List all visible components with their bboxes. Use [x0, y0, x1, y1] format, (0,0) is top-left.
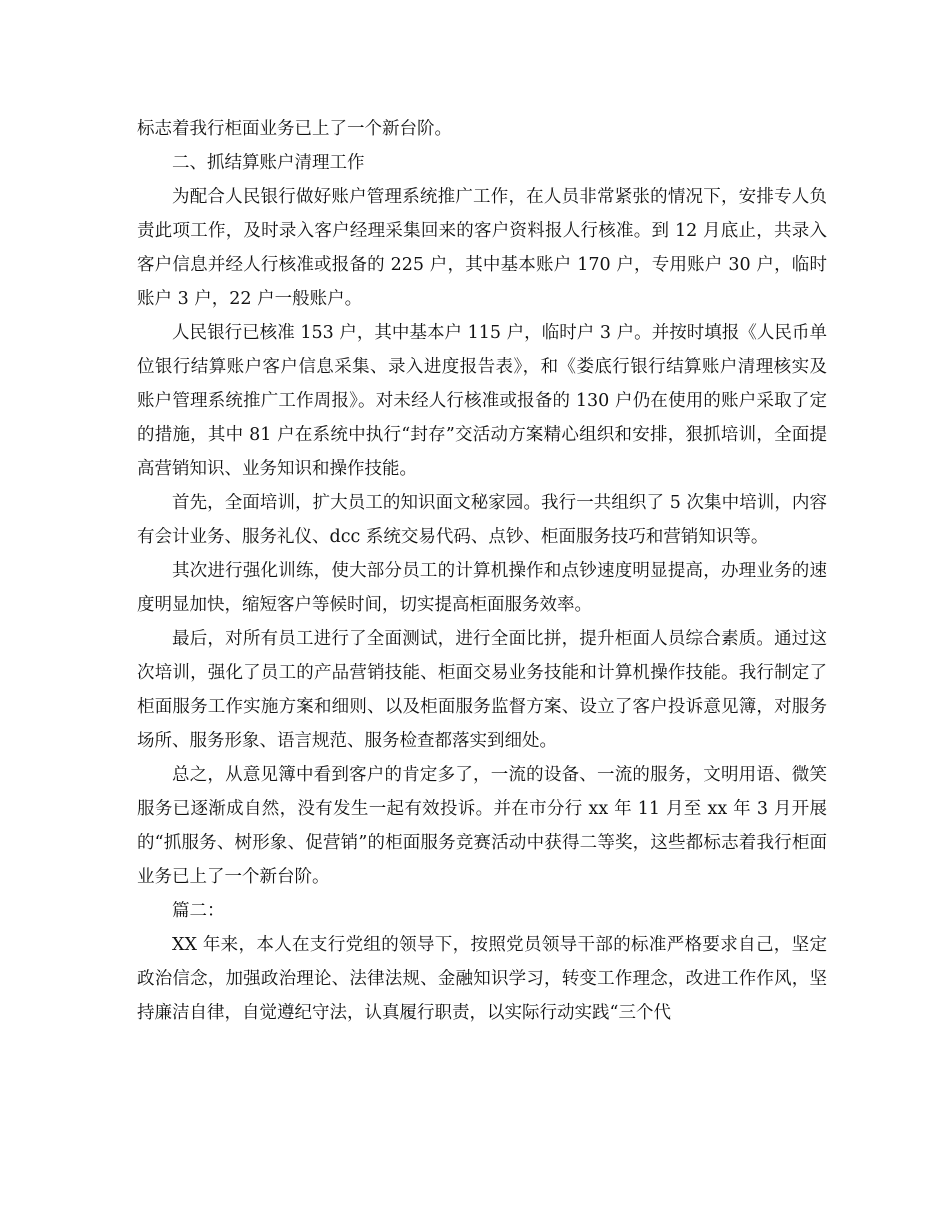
paragraph: 其次进行强化训练，使大部分员工的计算机操作和点钞速度明显提高，办理业务的速度明显加快，缩短客户等候时间，切实提高柜面服务效率。 — [137, 561, 827, 615]
paragraph: 总之，从意见簿中看到客户的肯定多了，一流的设备、一流的服务，文明用语、微笑服务已逐渐成自然，没有发生一起有效投诉。并在市分行 xx 年 11 月至 xx 年 3 月开展的“抓服务、树形象、促营销”的柜面服务竞赛活动中获得二等奖，这些都标志着我行柜面业务已上了一个新台阶。 — [137, 765, 827, 887]
paragraph: XX 年来，本人在支行党组的领导下，按照党员领导干部的标准严格要求自己，坚定政治信念，加强政治理论、法律法规、金融知识学习，转变工作理念，改进工作作风，坚持廉洁自律，自觉遵纪守法，认真履行职责，以实际行动实践“三个代 — [137, 935, 827, 1023]
paragraph: 最后，对所有员工进行了全面测试，进行全面比拼，提升柜面人员综合素质。通过这次培训，强化了员工的产品营销技能、柜面交易业务技能和计算机操作技能。我行制定了柜面服务工作实施方案和细则、以及柜面服务监督方案、设立了客户投诉意见簿，对服务场所、服务形象、语言规范、服务检查都落实到细处。 — [137, 629, 827, 751]
paragraph: 首先，全面培训，扩大员工的知识面文秘家园。我行一共组织了 5 次集中培训，内容有会计业务、服务礼仪、dcc 系统交易代码、点钞、柜面服务技巧和营销知识等。 — [137, 493, 827, 547]
paragraph-continuation: 标志着我行柜面业务已上了一个新台阶。 — [137, 119, 452, 139]
document-body — [137, 112, 827, 1030]
section-heading: 二、抓结算账户清理工作 — [172, 153, 365, 173]
part-heading: 篇二： — [172, 901, 225, 921]
paragraph: 人民银行已核准 153 户，其中基本户 115 户，临时户 3 户。并按时填报《人民币单位银行结算账户客户信息采集、录入进度报告表》，和《娄底行银行结算账户清理核实及账户管理系统推广工作周报》。对未经人行核准或报备的 130 户仍在使用的账户采取了定的措施，其中 81 户在系统中执行“封存”交活动方案精心组织和安排，狠抓培训，全面提高营销知识、业务知识和操作技能。 — [137, 323, 827, 479]
paragraph: 为配合人民银行做好账户管理系统推广工作，在人员非常紧张的情况下，安排专人负责此项工作，及时录入客户经理采集回来的客户资料报人行核准。到 12 月底止，共录入客户信息并经人行核准或报备的 225 户，其中基本账户 170 户，专用账户 30 户，临时账户 3 户，22 户一般账户。 — [137, 187, 827, 309]
